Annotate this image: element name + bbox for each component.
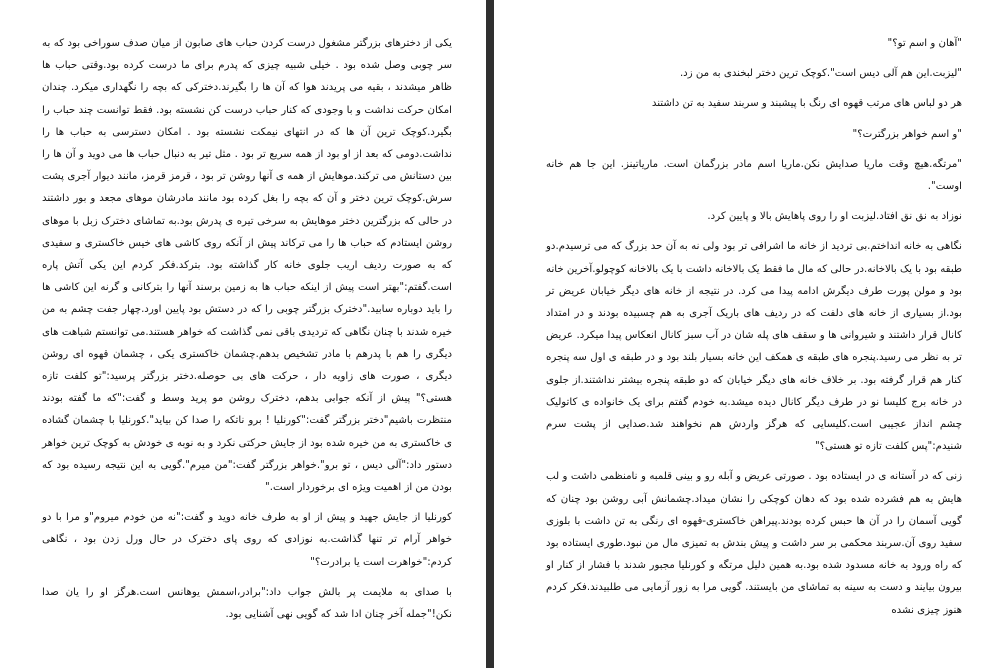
right-page-text bbox=[546, 33, 962, 630]
paragraph: نوزاد به نق نق افتاد.لیزبت او را روی پاهایش بالا و پایین کرد. bbox=[707, 211, 962, 223]
paragraph: "آهان و اسم تو؟" bbox=[887, 38, 962, 49]
left-page bbox=[0, 0, 486, 668]
paragraph: نگاهی به خانه انداختم.بی تردید از خانه ما اشرافی تر بود ولی نه به آن حد بزرگ که می ترسیدم.دو طبقه بود با یک بالاخانه.در حالی که مال ما فقط یک بالاخانه داشت با یک بالاخانه کوچولو.آخرین خانه بود و مولن پورت طرف دیگرش ادامه پیدا می کرد. در نتیجه از خانه های دیگر خیابان عریض تر بود.از بسیاری از خانه های دلفت که در ردیف های باریک آجری به هم چسبیده بودند و در امتداد کانال قرار داشتند و شیروانی ها و سقف های پله شان در آب سبز کانال انعکاس پیدا میکرد. عریض تر به نظر می رسید.پنجره های طبقه ی همکف این خانه بسیار بلند بود و در طبقه ی اول سه پنجره کنار هم قرار گرفته بود. بر خلاف خانه های دیگر خیابان که دو طبقه پنجره بیشتر نداشتند.از جلوی در خانه برج کلیسا نو در طرف دیگر کانال دیده میشد.به خودم گفتم برای یک خانواده ی کاتولیک چشم انداز عجیبی است.کلیسایی که هرگز واردش هم نخواهند شد.صدایی از پشت سرم شنیدم:"پس کلفت تازه تو هستی؟" bbox=[545, 241, 962, 453]
paragraph: "لیزبت.این هم آلی دیس است".کوچک ترین دختر لبخندی به من زد. bbox=[679, 68, 962, 80]
paragraph: کورنلیا از جایش جهید و پیش از او به طرف خانه دوید و گفت:"نه من خودم میروم"و مرا با دو خواهر آرام تر تنها گذاشت.به نوزادی که روی پای دخترک در حال ورل زدن بود ، نگاهی کردم:"خواهرت است یا برادرت؟" bbox=[42, 512, 452, 568]
paragraph: هر دو لباس های مرتب قهوه ای رنگ با پیشبند و سربند سفید به تن داشتند bbox=[651, 98, 962, 110]
page-gutter bbox=[486, 0, 494, 668]
paragraph: "مرتگه.هیچ وقت ماریا صدایش نکن.ماریا اسم مادر بزرگمان است. ماریاتینز. این جا هم خانه اوست". bbox=[546, 158, 962, 193]
paragraph: زنی که در آستانه ی در ایستاده بود . صورتی عریض و آبله رو و بینی قلمبه و نامنظمی داشت و لب هایش به هم فشرده شده بود که دهان کوچکی را نشان میداد.چشمانش آبی روشن بود چنان که گویی آسمان را در آن ها حبس کرده بودند.پیراهن خاکستری-قهوه ای رنگی به تن داشت با بلوزی سفید روی آن.سربند محکمی بر سر داشت و پیش بندش به تمیزی مال من نبود.طوری ایستاده بود که راه ورود به خانه مسدود شده بود.به همین دلیل مرتگه و کورنلیا مجبور شدند با فشار از کنار او بیرون بیایند و دست به سینه به تماشای من بایستند. گویی مرا به زور آزمایی می طلبیدند.فکر کردم هنوز چیزی نشده bbox=[546, 471, 962, 616]
right-page bbox=[494, 0, 991, 668]
paragraph: با صدای به ملایمت پر بالش جواب داد:"برادر،اسمش یوهانس است.هرگز او را یان صدا نکن!"جمله آخر چنان ادا شد که گویی نهی آشنایی بود. bbox=[42, 586, 452, 621]
paragraph: یکی از دخترهای بزرگتر مشغول درست کردن حباب های صابون از میان صدف سوراخی بود که به سر چوبی وصل شده بود . خیلی شبیه چیزی که پدرم برای ما درست کرده بود.وقتی حباب ها ظاهر میشدند ، بقیه می پریدند هوا که آن ها را بگیرند.دخترکی که بچه را نگهداری میکرد. چندان امکان حرکت نداشت و با وجودی که کنار حباب درست کن نشسته بود. فقط توانست چند حباب را بگیرد.کوچک ترین آن ها که در انتهای نیمکت نشسته بود . امکان دسترسی به حباب ها را نداشت.دومی که بعد از او بود از همه سریع تر بود . مثل تیر به دنبال حباب ها می دوید و آن ها را بین دستانش می ترکند.موهایش از همه ی آنها روشن تر بود ، قرمز قرمز، مانند دیوار آجری پشت سرش.کوچک ترین دختر و آن که بچه را بغل کرده بود مانند مادرشان موهای مجعد و بور داشتند در حالی که بزرگترین دختر موهایش به سرخی تیره ی پدرش بود.به تماشای دخترک زبل با موهای روشن ایستادم که حباب ها را می ترکاند پیش از آنکه روی کاشی های خیس خاکستری و سفیدی که به صورت ردیف اریب جلوی خانه کار گذاشته بود. بترکد.فکر کردم این یکی آتش پاره است.گفتم:"بهتر است پیش از اینکه حباب ها به زمین برسند آنها را بترکانی و گرنه این کاشی ها را باید دوباره سابید."دخترک بزرگتر چوبی را که در دستش بود پایین اورد.چهار جفت چشم به من خیره شدند با چنان نگاهی که تردیدی باقی نمی گذاشت که خواهر هستند.می توانستم شباهت های دیگری را هم با پدرهم با مادر تشخیص بدهم.چشمان خاکستری یکی ، چشمان قهوه ای روشن دیگری ، صورت های زاویه دار ، حرکت های بی حوصله.دختر بزرگتر پرسید:"تو کلفت تازه هستی؟" پیش از آنکه جوابی بدهم، دخترک روشن مو پرید وسط و گفت:"که ما گفته بودند منتظرت باشیم"دختر بزرگتر گفت:"کورنلیا ! برو ناتکه را صدا کن بیاید".کورنلیا با چشمان گشاده ی خاکستری به من خیره شده بود از جایش حرکتی نکرد و به نوبه ی خودش به کوچک ترین خواهر دستور داد:"آلی دیس ، تو برو".خواهر بزرگتر گفت:"من میرم".گویی به این نتیجه رسیده بود که بودن من از اهمیت ویژه ای برخوردار است." bbox=[42, 38, 452, 494]
paragraph: "و اسم خواهر بزرگترت؟" bbox=[852, 128, 962, 140]
left-page-text bbox=[42, 33, 452, 634]
